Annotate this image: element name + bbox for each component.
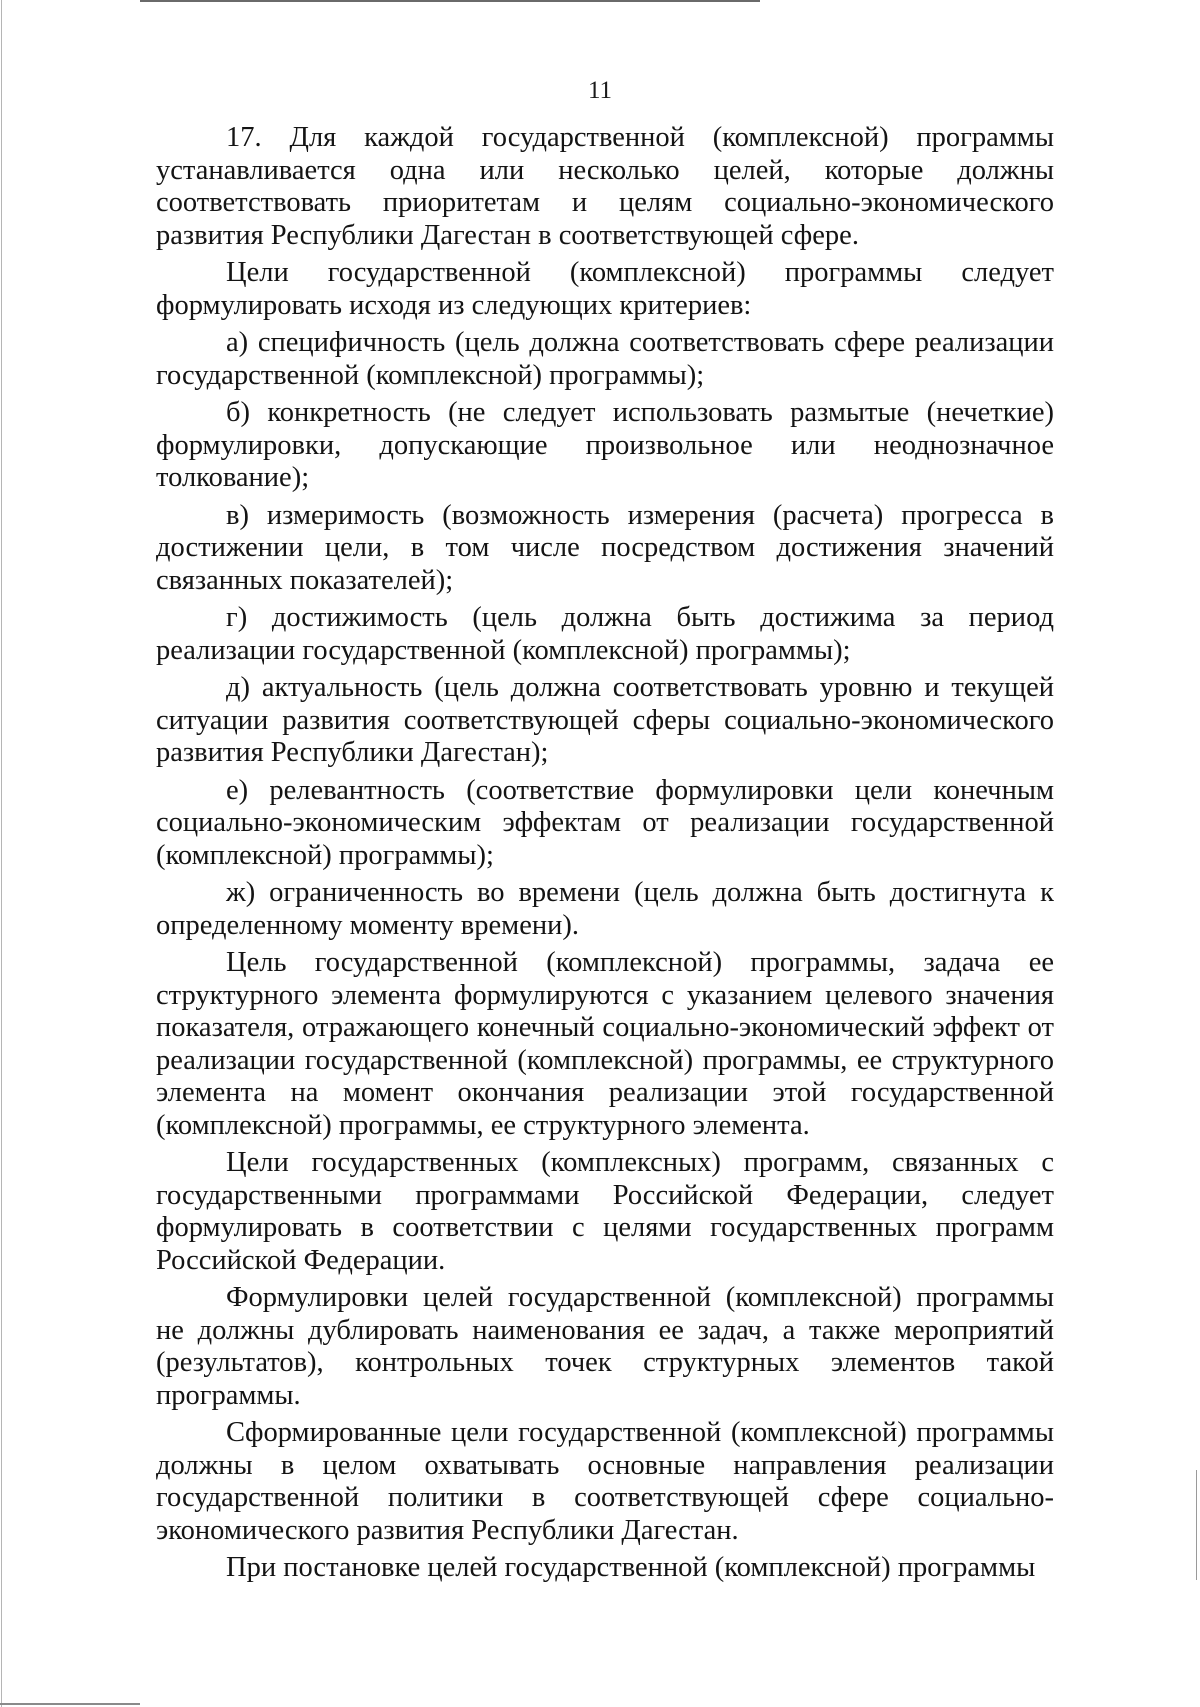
criterion-b: б) конкретность (не следует использовать размытые (нечеткие) формулировки, допускающие произвольное или неоднозначное толкование); [156, 397, 1054, 493]
paragraph-17: 17. Для каждой государственной (комплексной) программы устанавливается одна или несколько целей, которые должны соответствовать приоритетам и целям социально-экономического развития Республики Дагестан в соответствующей сфере. [156, 122, 1054, 251]
criterion-d: д) актуальность (цель должна соответствовать уровню и текущей ситуации развития соответствующей сферы социально-экономического развития Республики Дагестан); [156, 672, 1054, 768]
criterion-zh: ж) ограниченность во времени (цель должна быть достигнута к определенному моменту времени). [156, 877, 1054, 941]
paragraph-goal-setting: При постановке целей государственной (комплексной) программы [226, 1552, 1036, 1583]
criterion-g: г) достижимость (цель должна быть достижима за период реализации государственной (комплексной) программы); [156, 602, 1054, 666]
scan-edge-bottom [0, 1703, 140, 1705]
paragraph-goals-criteria: Цели государственной (комплексной) программы следует формулировать исходя из следующих критериев: [156, 257, 1054, 321]
paragraph-federal-programs: Цели государственных (комплексных) программ, связанных с государственными программами Российской Федерации, следует формулировать в соответствии с целями государственных программ Российской Федерации. [156, 1147, 1054, 1276]
document-body [156, 122, 1054, 1590]
scan-edge-right [1196, 1470, 1197, 1580]
paragraph-coverage: Сформированные цели государственной (комплексной) программы должны в целом охватывать основные направления реализации государственной политики в соответствующей сфере социально-экономического развития Республики Дагестан. [156, 1417, 1054, 1546]
scan-edge-left [1, 0, 2, 1707]
scan-edge-top [140, 0, 760, 2]
page-number: 11 [587, 77, 613, 104]
criterion-v: в) измеримость (возможность измерения (расчета) прогресса в достижении цели, в том числе посредством достижения значений связанных показателей); [156, 499, 1054, 596]
criterion-a: а) специфичность (цель должна соответствовать сфере реализации государственной (комплексной) программы); [156, 327, 1054, 391]
criterion-e: е) релевантность (соответствие формулировки цели конечным социально-экономическим эффектам от реализации государственной (комплексной) программы); [156, 774, 1054, 871]
paragraph-goal-formulation: Цель государственной (комплексной) программы, задача ее структурного элемента формулируются с указанием целевого значения показателя, отражающего конечный социально-экономический эффект от реализации государственной (комплексной) программы, ее структурного элемента на момент окончания реализации этой государственной (комплексной) программы, ее структурного элемента. [156, 947, 1054, 1141]
paragraph-no-duplication: Формулировки целей государственной (комплексной) программы не должны дублировать наименования ее задач, а также мероприятий (результатов), контрольных точек структурных элементов такой программы. [156, 1282, 1054, 1411]
